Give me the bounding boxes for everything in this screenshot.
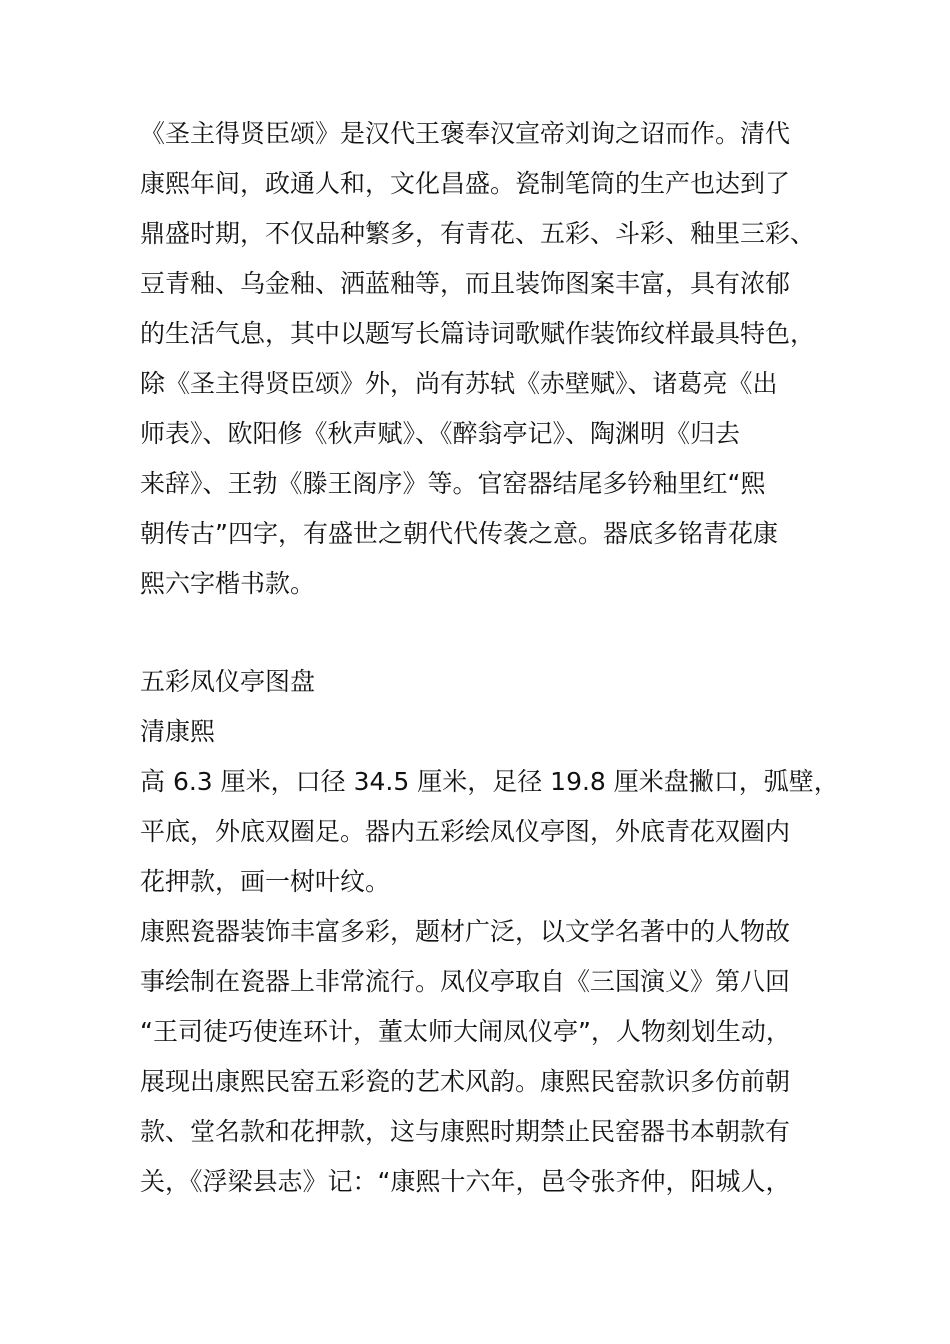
paragraph-1-line-5: 的生活气息，其中以题写长篇诗词歌赋作装饰纹样最具特色， (140, 319, 816, 348)
item-title: 五彩凤仪亭图盘 (140, 667, 316, 696)
paragraph-1-line-8: 来辞》、王勃《滕王阁序》等。官窑器结尾多钤釉里红“熙 (140, 469, 766, 498)
paragraph-1-line-7: 师表》、欧阳修《秋声赋》、《醉翁亭记》、陶渊明《归去 (140, 419, 741, 448)
paragraph-3-line-2: 事绘制在瓷器上非常流行。凤仪亭取自《三国演义》第八回 (140, 967, 791, 996)
paragraph-2-line-1: 高 6.3 厘米，口径 34.5 厘米，足径 19.8 厘米盘撇口，弧壁， (140, 767, 839, 796)
paragraph-1-line-9: 朝传古”四字，有盛世之朝代代传袭之意。器底多铭青花康 (140, 519, 778, 548)
paragraph-3-line-5: 款、堂名款和花押款，这与康熙时期禁止民窑器书本朝款有 (140, 1117, 791, 1146)
paragraph-3-line-1: 康熙瓷器装饰丰富多彩，题材广泛，以文学名著中的人物故 (140, 917, 791, 946)
paragraph-1-line-10: 熙六字楷书款。 (140, 569, 316, 598)
item-period: 清康熙 (140, 717, 216, 746)
paragraph-2-line-3: 花押款，画一树叶纹。 (140, 867, 391, 896)
paragraph-1-line-3: 鼎盛时期，不仅品种繁多，有青花、五彩、斗彩、釉里三彩、 (140, 219, 816, 248)
paragraph-1-line-4: 豆青釉、乌金釉、洒蓝釉等，而且装饰图案丰富，具有浓郁 (140, 269, 791, 298)
paragraph-1-line-6: 除《圣主得贤臣颂》外，尚有苏轼《赤壁赋》、诸葛亮《出 (140, 369, 778, 398)
paragraph-3-line-4: 展现出康熙民窑五彩瓷的艺术风韵。康熙民窑款识多仿前朝 (140, 1067, 791, 1096)
paragraph-2-line-2: 平底，外底双圈足。器内五彩绘凤仪亭图，外底青花双圈内 (140, 817, 791, 846)
paragraph-1-line-1: 《圣主得贤臣颂》是汉代王褒奉汉宣帝刘询之诏而作。清代 (140, 119, 791, 148)
paragraph-3-line-6: 关，《浮梁县志》记：“康熙十六年，邑令张齐仲，阳城人， (140, 1167, 791, 1196)
paragraph-1-line-2: 康熙年间，政通人和，文化昌盛。瓷制笔筒的生产也达到了 (140, 169, 791, 198)
paragraph-3-line-3: “王司徒巧使连环计，董太师大闹凤仪亭”，人物刻划生动， (140, 1017, 791, 1046)
